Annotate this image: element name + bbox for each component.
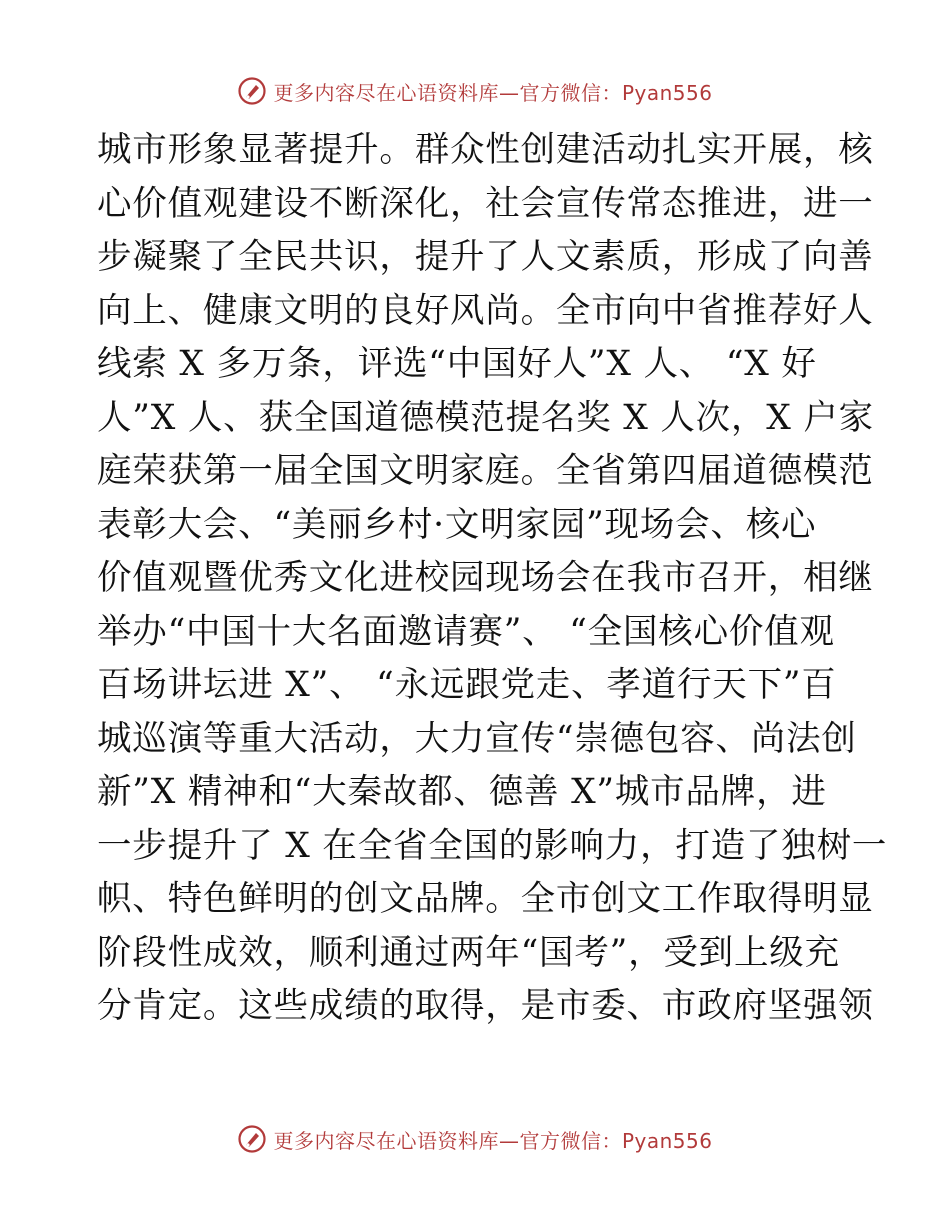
text-line: 价值观暨优秀文化进校园现场会在我市召开，相继	[97, 558, 874, 598]
text-line: 心价值观建设不断深化，社会宣传常态推进，进一	[97, 183, 874, 224]
text-line: 举办“中国十大名面邀请赛”、 “全国核心价值观	[97, 611, 835, 652]
text-line: 表彰大会、“美丽乡村·文明家园”现场会、核心	[97, 504, 817, 545]
text-line: 新”X 精神和“大秦故都、德善 X”城市品牌，进	[97, 772, 827, 812]
text-line: 帜、特色鲜明的创文品牌。全市创文工作取得明显	[97, 879, 874, 919]
text-line: 线索 X 多万条，评选“中国好人”X 人、 “X 好	[97, 344, 817, 384]
header-banner-text: 更多内容尽在心语资料库—官方微信：Pyan556	[273, 80, 713, 105]
pen-nib-logo-icon	[237, 1124, 267, 1154]
text-line: 阶段性成效，顺利通过两年“国考”，受到上级充	[97, 932, 840, 973]
text-line: 一步提升了 X 在全省全国的影响力，打造了独树一	[97, 825, 888, 866]
text-line: 城市形象显著提升。群众性创建活动扎实开展，核	[97, 130, 874, 170]
document-body	[97, 124, 888, 1034]
pen-nib-logo-icon	[237, 76, 267, 106]
text-line: 步凝聚了全民共识，提升了人文素质，形成了向善	[97, 237, 874, 277]
text-line: 人”X 人、获全国道德模范提名奖 X 人次，X 户家	[97, 397, 874, 438]
footer-banner-text: 更多内容尽在心语资料库—官方微信：Pyan556	[273, 1128, 713, 1153]
text-line: 向上、健康文明的良好风尚。全市向中省推荐好人	[97, 290, 874, 331]
text-line: 百场讲坛进 X”、 “永远跟党走、孝道行天下”百	[97, 665, 837, 705]
text-line: 庭荣获第一届全国文明家庭。全省第四届道德模范	[97, 451, 874, 491]
text-line: 城巡演等重大活动，大力宣传“崇德包容、尚法创	[97, 718, 857, 759]
header-watermark	[0, 71, 950, 111]
text-line: 分肯定。这些成绩的取得，是市委、市政府坚强领	[97, 986, 874, 1026]
footer-watermark	[0, 1119, 950, 1159]
